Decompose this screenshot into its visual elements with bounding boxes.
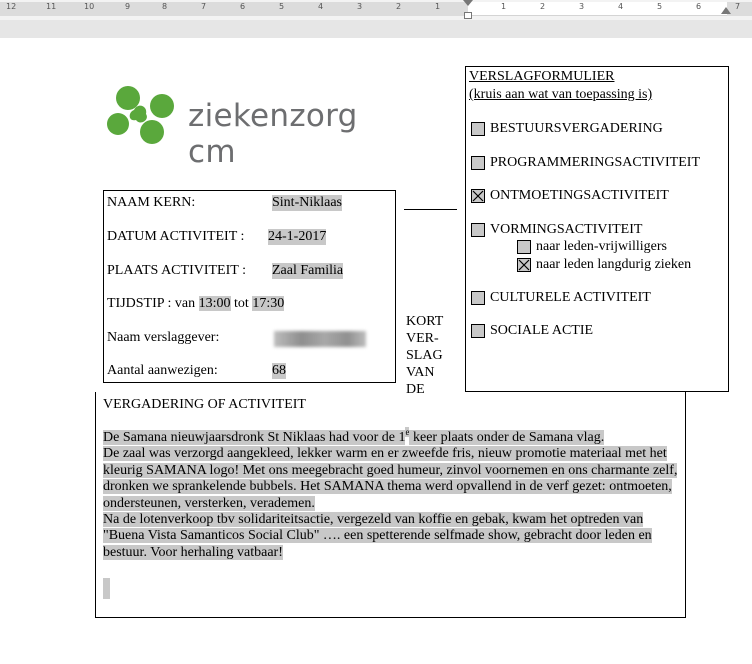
kort-line: VAN (406, 365, 435, 380)
checkbox-unchecked[interactable] (471, 122, 485, 136)
plaats-value[interactable]: Zaal Familia (272, 263, 344, 278)
plaats-label: PLAATS ACTIVITEIT : (107, 263, 246, 278)
datum-row (107, 229, 327, 245)
connector-line (404, 209, 457, 210)
option-label: CULTURELE ACTIVITEIT (490, 290, 651, 305)
checkbox-unchecked[interactable] (471, 291, 485, 305)
option-vormingsactiviteit[interactable] (471, 222, 642, 238)
report-line1-pre: De Samana nieuwjaarsdronk St Niklaas had voor de 1 (103, 430, 406, 445)
naam-kern-label: NAAM KERN: (107, 195, 196, 210)
verslaggever-label: Naam verslaggever: (107, 330, 220, 345)
right-indent-marker[interactable] (721, 7, 731, 14)
ruler-number: 1 (435, 2, 441, 11)
checkbox-unchecked[interactable] (517, 240, 531, 254)
verslaggever-row (107, 330, 219, 346)
option-culturele-activiteit[interactable] (471, 290, 651, 306)
clover-logo-icon (104, 84, 184, 144)
logo-text: ziekenzorg cm (188, 98, 358, 170)
ruler-number: 4 (618, 2, 624, 11)
tijdstip-row (107, 296, 284, 312)
ruler-number: 8 (162, 2, 168, 11)
ruler-number: 2 (540, 2, 546, 11)
checkbox-unchecked[interactable] (471, 324, 485, 338)
form-title: VERSLAGFORMULIER (469, 69, 615, 84)
report-box[interactable] (95, 392, 686, 618)
tijdstip-from[interactable]: 13:00 (198, 296, 231, 311)
datum-value[interactable]: 24-1-2017 (268, 229, 327, 244)
kort-line: SLAG (406, 348, 443, 363)
checkbox-checked[interactable] (517, 258, 531, 272)
option-label: SOCIALE ACTIE (490, 323, 594, 338)
option-label: VORMINGSACTIVITEIT (490, 222, 643, 237)
kort-line: VER- (406, 331, 439, 346)
option-label: ONTMOETINGSACTIVITEIT (490, 188, 669, 203)
ruler-number: 5 (657, 2, 663, 11)
naam-kern-value[interactable]: Sint-Niklaas (272, 195, 342, 210)
ziekenzorg-logo (104, 84, 404, 170)
activity-info-box (103, 190, 396, 383)
ruler-number: 9 (125, 2, 131, 11)
aanwezigen-value[interactable]: 68 (272, 363, 286, 378)
horizontal-ruler[interactable] (0, 0, 752, 20)
checkbox-unchecked[interactable] (471, 223, 485, 237)
ruler-number: 5 (279, 2, 285, 11)
cross-mark-icon (472, 190, 484, 202)
option-ontmoetingsactiviteit[interactable] (471, 188, 669, 204)
ruler-number: 7 (201, 2, 207, 11)
naam-kern-row (107, 195, 342, 211)
ruler-number: 2 (396, 2, 402, 11)
ruler-number: 12 (6, 2, 17, 11)
option-leden-vrijwilligers[interactable] (517, 239, 667, 255)
checkbox-unchecked[interactable] (471, 156, 485, 170)
option-label: naar leden langdurig zieken (536, 257, 692, 272)
report-line1-sup: e (405, 427, 410, 438)
kort-line: DE (406, 382, 425, 397)
tijdstip-separator: tot (234, 296, 249, 311)
aanwezigen-label: Aantal aanwezigen: (107, 363, 218, 378)
option-programmeringsactiviteit[interactable] (471, 155, 700, 171)
kort-line: KORT (406, 314, 444, 329)
ruler-number: 10 (84, 2, 95, 11)
ruler-number: 3 (357, 2, 363, 11)
verslaggever-value-redacted[interactable] (274, 331, 366, 347)
page-gap (0, 20, 752, 38)
ruler-number: 3 (579, 2, 585, 11)
ruler-number: 7 (735, 2, 741, 11)
tijdstip-to[interactable]: 17:30 (252, 296, 285, 311)
checkbox-checked[interactable] (471, 189, 485, 203)
empty-paragraph-highlight (103, 578, 110, 599)
option-leden-langdurig-zieken[interactable] (517, 257, 691, 273)
left-indent-marker[interactable] (464, 12, 472, 19)
aanwezigen-row (107, 363, 286, 379)
option-bestuursvergadering[interactable] (471, 121, 663, 137)
option-label: BESTUURSVERGADERING (490, 121, 663, 136)
verslagformulier-box (465, 66, 729, 392)
report-paragraph: De zaal was verzorgd aangekleed, lekker warm en er zweefde fris, nieuw promotie materiaal met het kleurig SAMANA logo! Met ons meegebracht goed humeur, zinvol voornemen en ons charmante zelf, dronken we sprankelende bubbels. Het SAMANA thema werd opvallend in de verf gezet: ontmoeten, ondersteunen, versterken, verademen. (103, 446, 678, 511)
report-line1-post: keer plaats onder de Samana vlag. (409, 430, 605, 445)
ruler-number: 4 (318, 2, 324, 11)
report-heading: VERGADERING OF ACTIVITEIT (103, 397, 306, 412)
option-label: PROGRAMMERINGSACTIVITEIT (490, 155, 700, 170)
option-sociale-actie[interactable] (471, 323, 593, 339)
ruler-number: 11 (46, 2, 57, 11)
report-paragraph: Na de lotenverkoop tbv solidariteitsactie, vergezeld van koffie en gebak, kwam het optreden van "Buena Vista Samanticos Social Club" …. een spetterende selfmade show, gebracht door leden en bestuur. Voor herhaling vatbaar! (103, 512, 652, 560)
tijdstip-label: TIJDSTIP : van (107, 296, 196, 311)
datum-label: DATUM ACTIVITEIT : (107, 229, 245, 244)
first-line-indent-marker[interactable] (463, 0, 473, 6)
ruler-number: 6 (240, 2, 246, 11)
plaats-row (107, 263, 344, 279)
form-subtitle: (kruis aan wat van toepassing is) (469, 87, 653, 102)
cross-mark-icon (518, 259, 530, 271)
kort-verslag-textbox (406, 313, 466, 398)
ruler-number: 6 (696, 2, 702, 11)
ruler-number: 1 (501, 2, 507, 11)
option-label: naar leden-vrijwilligers (536, 239, 668, 254)
report-body[interactable] (103, 427, 683, 561)
